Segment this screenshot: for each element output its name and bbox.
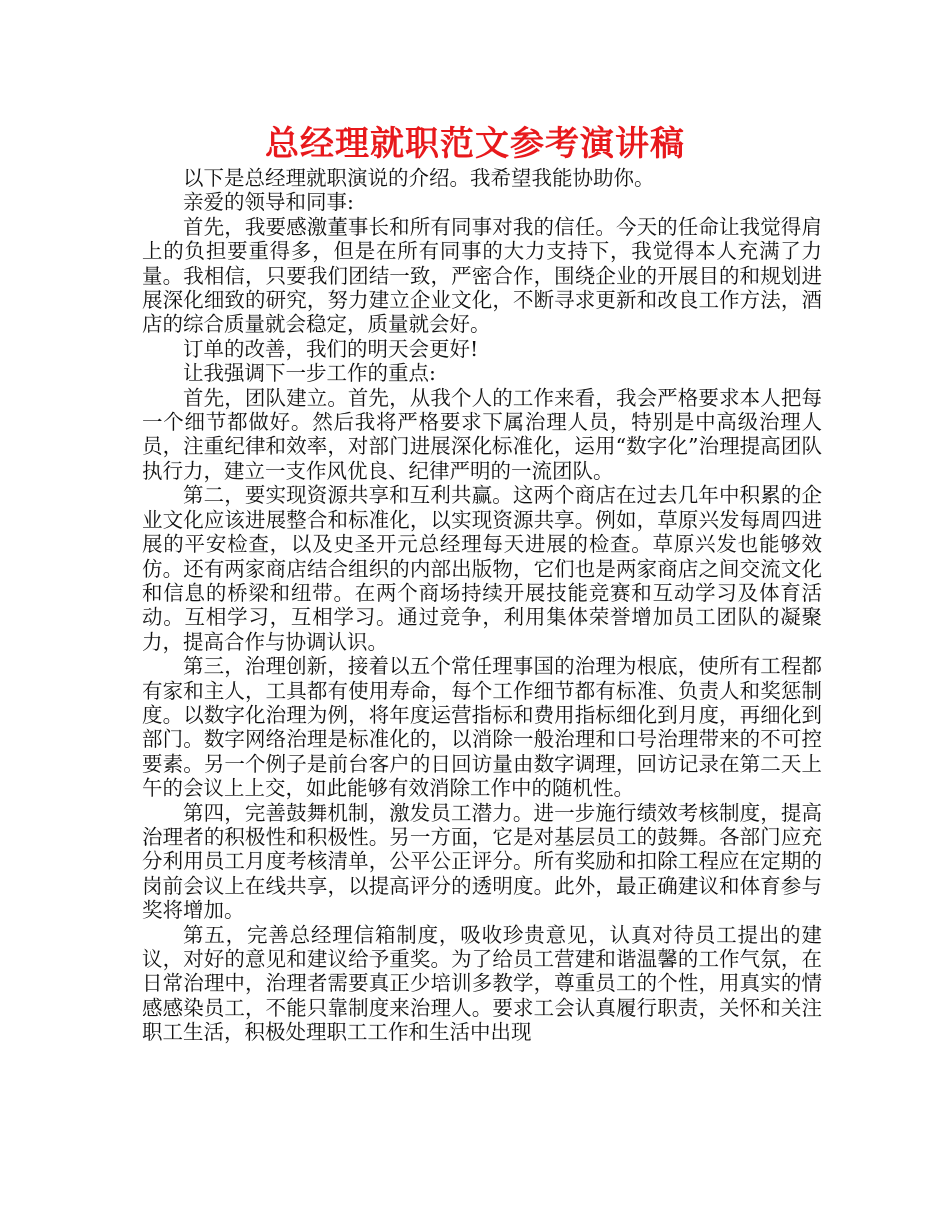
- paragraph-salutation: 亲爱的领导和同事:: [183, 190, 354, 215]
- paragraph-point-2: 第二，要实现资源共享和互利共赢。这两个商店在过去几年中积累的企业文化应该进展整合和标准化，以实现资源共享。例如，草原兴发每周四进展的平安检查，以及史圣开元总经理每天进展的检查。草原兴发也能够效仿。还有两家商店结合组织的内部出版物，它们也是两家商店之间交流文化和信息的桥梁和纽带。在两个商场持续开展技能竞赛和互动学习及体育活动。互相学习，互相学习。通过竞争，利用集体荣誉增加员工团队的凝聚力，提高合作与协调认识。: [142, 483, 822, 654]
- paragraph-point-5: 第五，完善总经理信箱制度，吸收珍贵意见，认真对待员工提出的建议，对好的意见和建议给予重奖。为了给员工营建和谐温馨的工作气氛，在日常治理中，治理者需要真正少培训多教学，尊重员工的个性，用真实的情感感染员工，不能只靠制度来治理人。要求工会认真履行职责，关怀和关注职工生活，积极处理职工工作和生活中出现: [142, 922, 822, 1045]
- paragraph-focus: 让我强调下一步工作的重点:: [183, 361, 436, 386]
- paragraph-point-4: 第四，完善鼓舞机制，激发员工潜力。进一步施行绩效考核制度，提高治理者的积极性和积极性。另一方面，它是对基层员工的鼓舞。各部门应充分利用员工月度考核清单，公平公正评分。所有奖励和扣除工程应在定期的岗前会议上在线共享，以提高评分的透明度。此外，最正确建议和体育参与奖将增加。: [142, 800, 822, 923]
- document-title: 总经理就职范文参考演讲稿: [265, 124, 685, 164]
- paragraph-intro: 以下是总经理就职演说的介绍。我希望我能协助你。: [183, 166, 655, 190]
- paragraph-future: 订单的改善，我们的明天会更好!: [183, 336, 479, 361]
- paragraph-thanks: 首先，我要感激董事长和所有同事对我的信任。今天的任命让我觉得肩上的负担要重得多，但是在所有同事的大力支持下，我觉得本人充满了力量。我相信，只要我们团结一致，严密合作，围绕企业的开展目的和规划进展深化细致的研究，努力建立企业文化，不断寻求更新和改良工作方法，酒店的综合质量就会稳定，质量就会好。: [142, 214, 822, 337]
- document-body: [142, 166, 822, 1045]
- paragraph-point-3: 第三，治理创新，接着以五个常任理事国的治理为根底，使所有工程都有家和主人，工具都有使用寿命，每个工作细节都有标准、负责人和奖惩制度。以数字化治理为例，将年度运营指标和费用指标细化到月度，再细化到部门。数字网络治理是标准化的，以消除一般治理和口号治理带来的不可控要素。另一个例子是前台客户的日回访量由数字调理，回访记录在第二天上午的会议上上交，如此能够有效消除工作中的随机性。: [142, 654, 822, 801]
- paragraph-point-1: 首先，团队建立。首先，从我个人的工作来看，我会严格要求本人把每一个细节都做好。然后我将严格要求下属治理人员，特别是中高级治理人员，注重纪律和效率，对部门进展深化标准化，运用“数字化”治理提高团队执行力，建立一支作风优良、纪律严明的一流团队。: [142, 385, 822, 483]
